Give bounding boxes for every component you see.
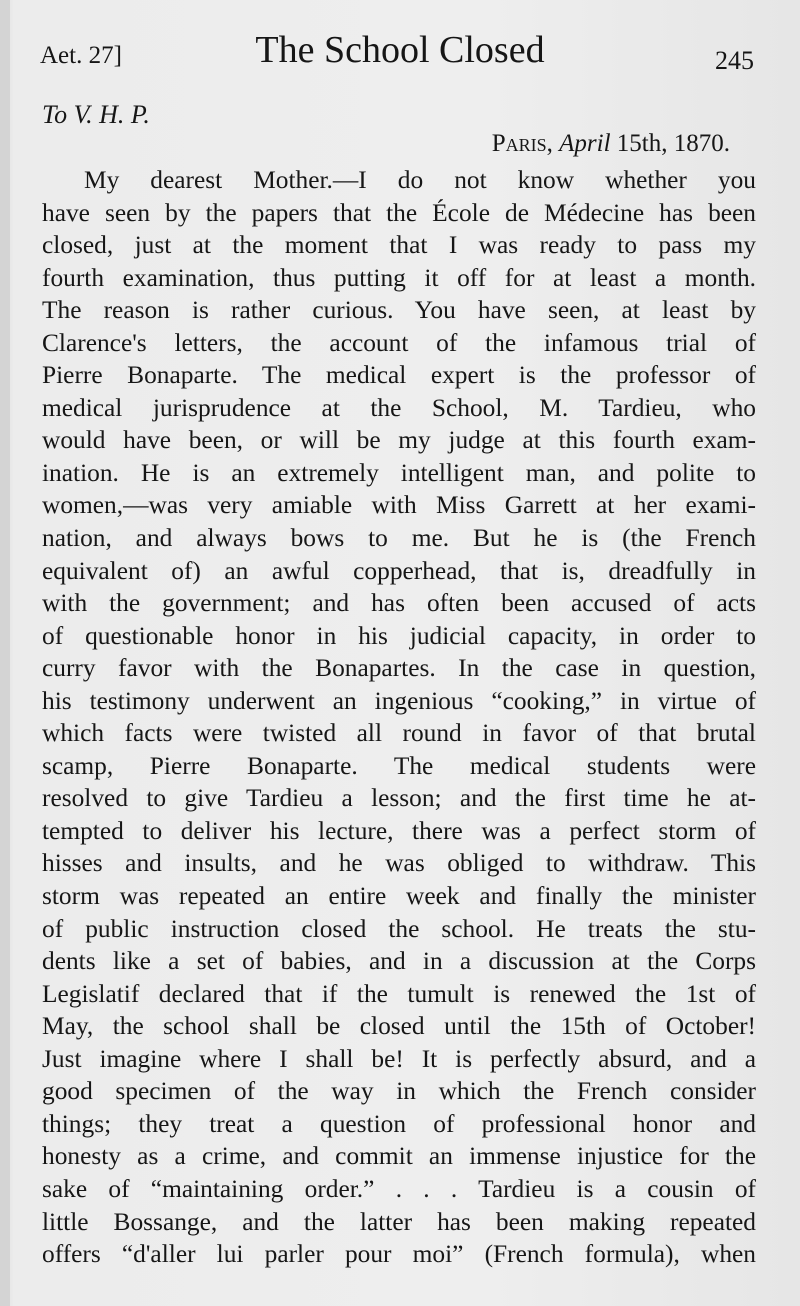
dateline-place: Paris,: [491, 130, 553, 157]
body-line: fourth examination, thus putting it off for at least a month.: [42, 263, 756, 292]
header-title: The School Closed: [255, 29, 545, 71]
body-line: nation, and always bows to me. But he is (the French: [42, 524, 756, 553]
body-line: have seen by the papers that the École de Médecine has been: [42, 198, 756, 227]
body-line: Pierre Bonaparte. The medical expert is the professor of: [42, 361, 756, 390]
body-line: which facts were twisted all round in favor of that brutal: [42, 719, 756, 748]
body-line: The reason is rather curious. You have seen, at least by: [42, 296, 756, 325]
body-line: of public instruction closed the school. He treats the stu-: [42, 914, 756, 943]
body-line: My dearest Mother.—I do not know whether you: [84, 166, 756, 194]
running-head: [0, 28, 800, 84]
dateline-day-year: 15th, 1870.: [616, 130, 730, 157]
body-line: little Bossange, and the latter has been making repeated: [42, 1207, 756, 1236]
dateline-month: April: [559, 130, 611, 157]
body-line: offers “d'aller lui parler pour moi” (French formula), when: [42, 1240, 756, 1269]
body-line: May, the school shall be closed until the 15th of October!: [42, 1012, 756, 1041]
page-number: 245: [715, 46, 754, 75]
page-gutter: [0, 0, 10, 1306]
body-line: equivalent of) an awful copperhead, that is, dreadfully in: [42, 556, 756, 585]
letter-body: [42, 164, 756, 1271]
body-line: things; they treat a question of professional honor and: [42, 1109, 756, 1138]
header-age-note: Aet. 27]: [40, 42, 122, 69]
body-line: of questionable honor in his judicial capacity, in order to: [42, 621, 756, 650]
body-line: Clarence's letters, the account of the infamous trial of: [42, 328, 756, 357]
body-line: ination. He is an extremely intelligent man, and polite to: [42, 458, 756, 487]
body-line: his testimony underwent an ingenious “cooking,” in virtue of: [42, 686, 756, 715]
letter-dateline: [492, 130, 730, 158]
body-line: closed, just at the moment that I was ready to pass my: [42, 231, 756, 260]
body-line: good specimen of the way in which the French consider: [42, 1077, 756, 1106]
body-line: storm was repeated an entire week and finally the minister: [42, 882, 756, 911]
body-line: medical jurisprudence at the School, M. Tardieu, who: [42, 393, 756, 422]
body-line: Legislatif declared that if the tumult is renewed the 1st of: [42, 979, 756, 1008]
letter-recipient: To V. H. P.: [42, 100, 150, 129]
body-line: sake of “maintaining order.” . . . Tardieu is a cousin of: [42, 1174, 756, 1203]
body-line: hisses and insults, and he was obliged to withdraw. This: [42, 849, 756, 878]
body-line: curry favor with the Bonapartes. In the case in question,: [42, 654, 756, 683]
body-line: with the government; and has often been accused of acts: [42, 589, 756, 618]
body-line: Just imagine where I shall be! It is perfectly absurd, and a: [42, 1044, 756, 1073]
body-line: dents like a set of babies, and in a discussion at the Corps: [42, 947, 756, 976]
body-line: resolved to give Tardieu a lesson; and the first time he at-: [42, 784, 756, 813]
body-line: would have been, or will be my judge at this fourth exam-: [42, 426, 756, 455]
body-line: scamp, Pierre Bonaparte. The medical students were: [42, 751, 756, 780]
body-line: tempted to deliver his lecture, there was a perfect storm of: [42, 816, 756, 845]
body-line: women,—was very amiable with Miss Garrett at her exami-: [42, 491, 756, 520]
body-line: honesty as a crime, and commit an immense injustice for the: [42, 1142, 756, 1171]
